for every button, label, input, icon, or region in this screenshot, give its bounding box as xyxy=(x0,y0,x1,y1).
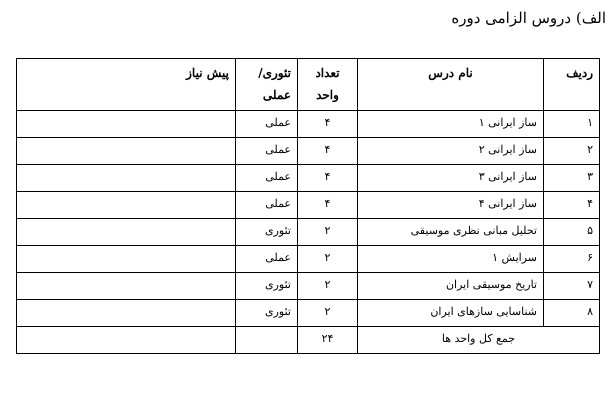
header-units xyxy=(298,59,358,111)
total-type-cell xyxy=(236,327,298,354)
course-name: تحلیل مبانی نظری موسیقی xyxy=(358,219,544,246)
course-prerequisite xyxy=(17,246,236,273)
course-type: عملی xyxy=(236,192,298,219)
table-row xyxy=(17,219,600,246)
course-units: ۲ xyxy=(298,246,358,273)
header-course-name: نام درس xyxy=(358,59,544,111)
row-number: ۸ xyxy=(544,300,600,327)
course-name: ساز ایرانی ۳ xyxy=(358,165,544,192)
course-prerequisite xyxy=(17,138,236,165)
total-row xyxy=(17,327,600,354)
row-number: ۵ xyxy=(544,219,600,246)
course-prerequisite xyxy=(17,219,236,246)
course-type: عملی xyxy=(236,138,298,165)
course-type: عملی xyxy=(236,165,298,192)
course-type: تئوری xyxy=(236,219,298,246)
table-row xyxy=(17,300,600,327)
course-name: سرایش ۱ xyxy=(358,246,544,273)
course-type: تئوری xyxy=(236,273,298,300)
row-number: ۳ xyxy=(544,165,600,192)
course-name: تاریخ موسیقی ایران xyxy=(358,273,544,300)
course-prerequisite xyxy=(17,192,236,219)
page-title: الف) دروس الزامی دوره xyxy=(451,9,606,27)
course-prerequisite xyxy=(17,111,236,138)
row-number: ۱ xyxy=(544,111,600,138)
course-units: ۲ xyxy=(298,300,358,327)
table-row xyxy=(17,246,600,273)
table-row xyxy=(17,192,600,219)
course-units: ۴ xyxy=(298,138,358,165)
header-units-label: تعداد واحد xyxy=(315,66,340,102)
total-label: جمع کل واحد ها xyxy=(358,327,600,354)
course-prerequisite xyxy=(17,273,236,300)
row-number: ۴ xyxy=(544,192,600,219)
required-courses-table xyxy=(16,58,600,354)
course-type: عملی xyxy=(236,111,298,138)
row-number: ۶ xyxy=(544,246,600,273)
header-row-number: ردیف xyxy=(544,59,600,111)
course-name: ساز ایرانی ۲ xyxy=(358,138,544,165)
course-units: ۲ xyxy=(298,273,358,300)
course-units: ۴ xyxy=(298,192,358,219)
header-prerequisite: پیش نیاز xyxy=(17,59,236,111)
table-row xyxy=(17,138,600,165)
course-units: ۴ xyxy=(298,111,358,138)
course-prerequisite xyxy=(17,165,236,192)
total-prereq-cell xyxy=(17,327,236,354)
table-row xyxy=(17,111,600,138)
table-body xyxy=(17,111,600,327)
course-name: ساز ایرانی ۱ xyxy=(358,111,544,138)
course-name: ساز ایرانی ۴ xyxy=(358,192,544,219)
course-name: شناسایی سازهای ایران xyxy=(358,300,544,327)
course-prerequisite xyxy=(17,300,236,327)
course-type: عملی xyxy=(236,246,298,273)
header-theory-practical xyxy=(236,59,298,111)
row-number: ۷ xyxy=(544,273,600,300)
course-units: ۴ xyxy=(298,165,358,192)
total-units: ۲۴ xyxy=(298,327,358,354)
course-units: ۲ xyxy=(298,219,358,246)
header-type-label: تئوری/ عملی xyxy=(258,66,291,102)
row-number: ۲ xyxy=(544,138,600,165)
table-header-row xyxy=(17,59,600,111)
table-row xyxy=(17,165,600,192)
table-row xyxy=(17,273,600,300)
course-type: تئوری xyxy=(236,300,298,327)
